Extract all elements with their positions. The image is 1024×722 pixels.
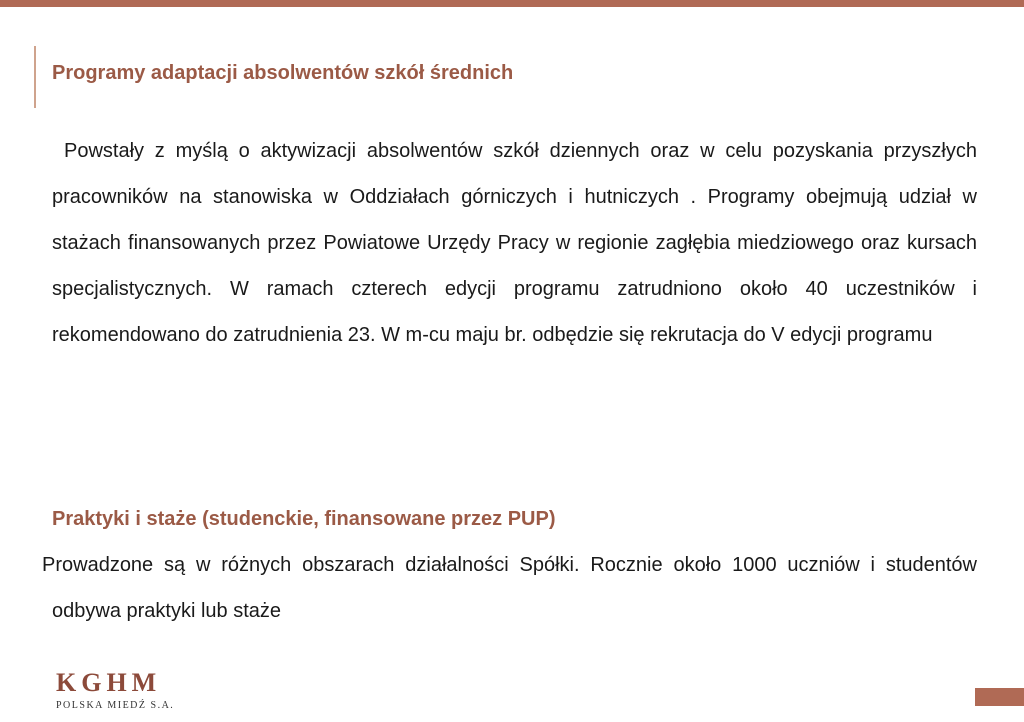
kghm-logo <box>56 670 174 711</box>
logo-wordmark: KGHM <box>56 668 162 697</box>
section-heading-internships: Praktyki i staże (studenckie, finansowane przez PUP) <box>52 508 556 530</box>
logo-subtitle: POLSKA MIEDŹ S.A. <box>56 700 175 711</box>
top-accent-bar <box>0 0 1024 7</box>
paragraph-internships: Prowadzone są w różnych obszarach działalności Spółki. Rocznie około 1000 uczniów i studentów odbywa praktyki lub staże <box>42 554 977 622</box>
slide-title: Programy adaptacji absolwentów szkół średnich <box>52 62 514 84</box>
corner-accent-block <box>975 688 1024 706</box>
title-vertical-rule <box>34 46 36 108</box>
paragraph-adaptation-programs: Powstały z myślą o aktywizacji absolwentów szkół dziennych oraz w celu pozyskania przyszłych pracowników na stanowiska w Oddziałach górniczych i hutniczych . Programy obejmują udział w stażach finansowanych przez Powiatowe Urzędy Pracy w regionie zagłębia miedziowego oraz kursach specjalistycznych. W ramach czterech edycji programu zatrudniono około 40 uczestników i rekomendowano do zatrudnienia 23. W m-cu maju br. odbędzie się rekrutacja do V edycji programu <box>52 140 977 346</box>
